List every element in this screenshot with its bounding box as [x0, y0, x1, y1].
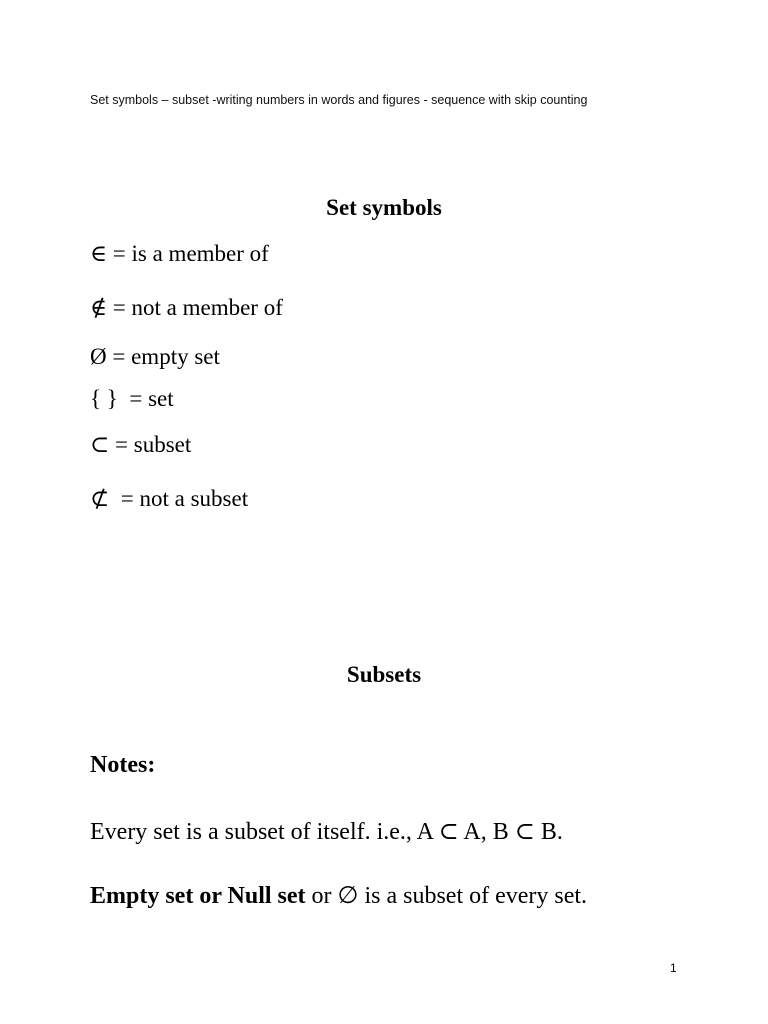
set-symbols-heading: Set symbols	[326, 195, 442, 220]
member-symbol: ∈	[90, 241, 108, 266]
page-header: Set symbols – subset -writing numbers in words and figures - sequence with skip counting	[90, 93, 588, 107]
symbol-row-member	[90, 241, 269, 267]
symbol-row-subset	[90, 432, 191, 458]
symbol-definition: = set	[117, 386, 174, 411]
note-empty-set-subset	[90, 881, 587, 910]
symbol-row-empty-set	[90, 344, 220, 370]
symbol-row-not-subset	[90, 486, 248, 512]
notes-title: Notes:	[90, 752, 156, 778]
empty-set-symbol: Ø	[90, 344, 107, 369]
symbol-row-set	[90, 386, 174, 412]
empty-set-term: Empty set or Null set	[90, 883, 306, 909]
symbol-definition: = not a member of	[107, 295, 283, 320]
page-number: 1	[670, 961, 677, 975]
symbol-row-not-member	[90, 295, 283, 321]
note-text: or ∅ is a subset of every set.	[305, 883, 588, 909]
not-subset-symbol: ⊄	[90, 486, 110, 511]
set-braces-symbol: { }	[90, 386, 118, 411]
not-member-symbol: ∉	[90, 295, 108, 320]
note-subset-of-itself: Every set is a subset of itself. i.e., A ⊂ A, B ⊂ B.	[90, 819, 563, 845]
symbol-definition: = is a member of	[107, 241, 269, 266]
subsets-heading: Subsets	[346, 662, 422, 687]
symbol-definition: = subset	[109, 432, 192, 457]
symbol-definition: = not a subset	[109, 486, 249, 511]
symbol-definition: = empty set	[106, 344, 220, 369]
subset-symbol: ⊂	[90, 432, 110, 457]
